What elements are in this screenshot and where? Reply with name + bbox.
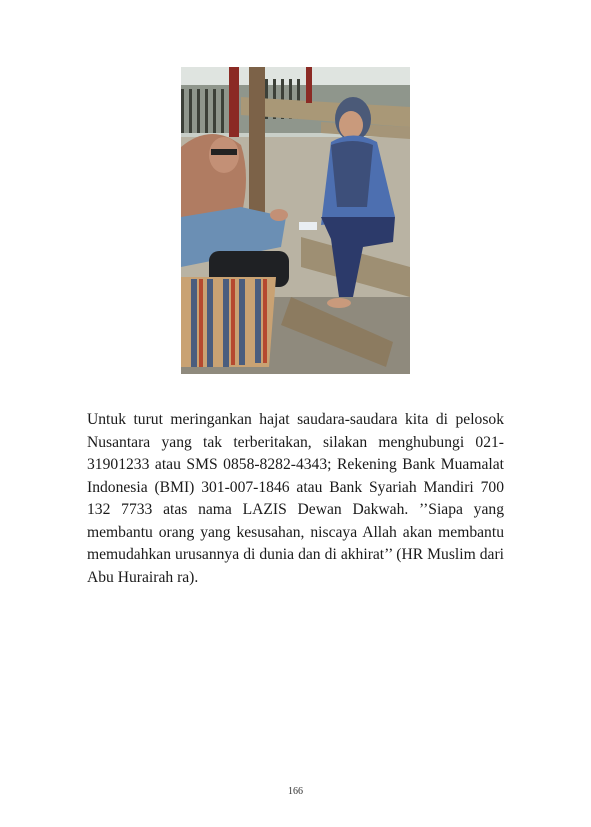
- page-number: 166: [288, 786, 303, 797]
- photo: [181, 67, 410, 374]
- body-paragraph: Untuk turut meringankan hajat saudara-saudara kita di pelosok Nusantara yang tak terberitakan, silakan menghubungi 021-31901233 atau SMS 0858-8282-4343; Rekening Bank Muamalat Indonesia (BMI) 301-007-1846 atau Bank Syariah Mandiri 700 132 7733 atas nama LAZIS Dewan Dakwah. ’’Siapa yang membantu orang yang kesusahan, niscaya Allah akan membantu memudahkan urusannya di dunia dan di akhirat’’ (HR Muslim dari Abu Hurairah ra).: [87, 411, 504, 586]
- photo-illustration: [181, 67, 410, 374]
